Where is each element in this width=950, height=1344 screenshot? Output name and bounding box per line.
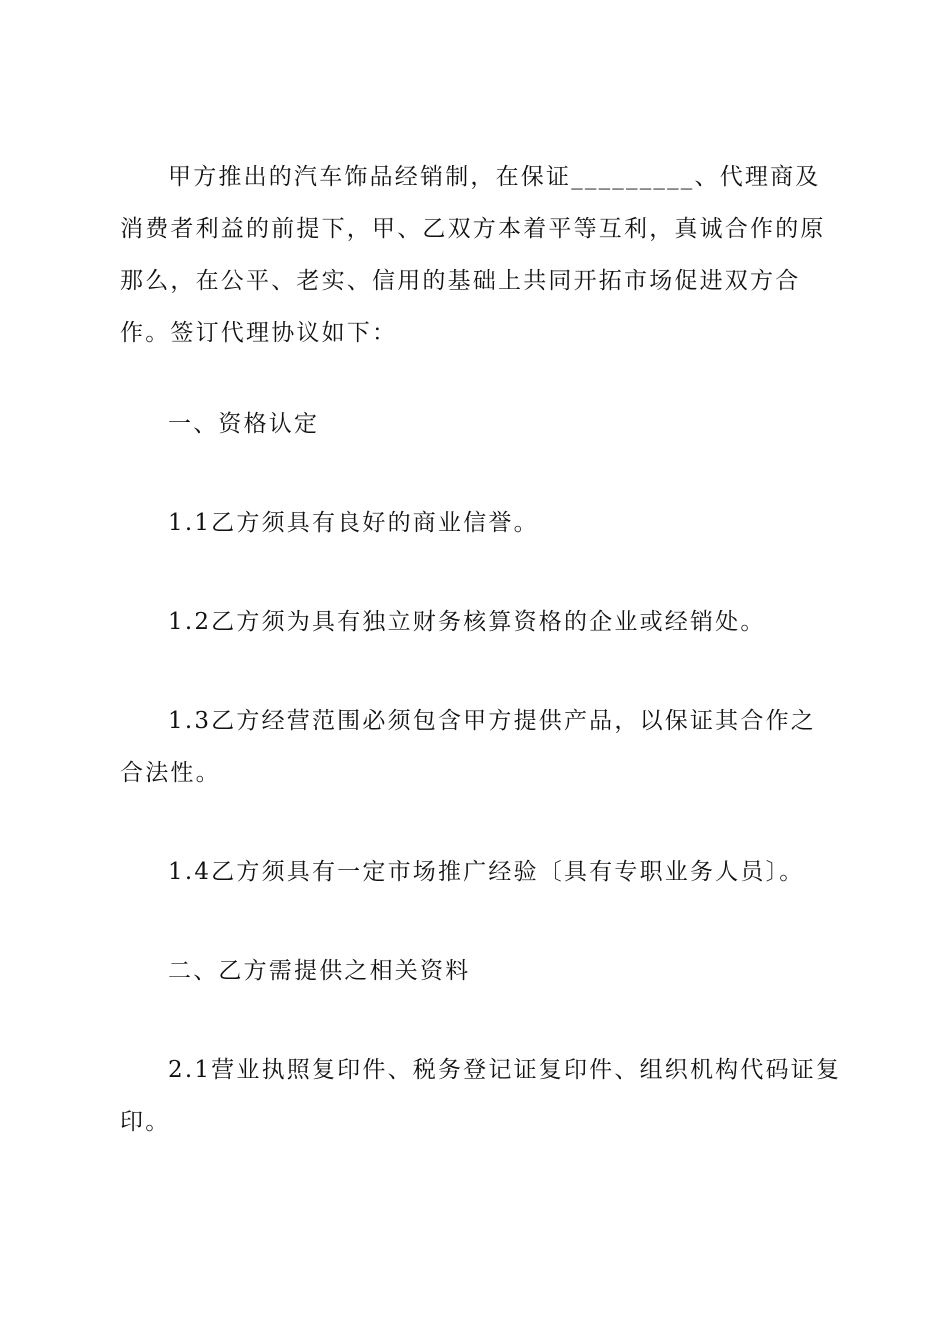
intro-paragraph: 甲方推出的汽车饰品经销制，在保证_________、代理商及消费者利益的前提下，甲、乙双方本着平等互利，真诚合作的原那么，在公平、老实、信用的基础上共同开拓市场促进双方合作。签订代理协议如下： bbox=[120, 164, 826, 346]
clause-1-4: 1.4乙方须具有一定市场推广经验〔具有专职业务人员〕。 bbox=[168, 859, 805, 885]
section-heading-materials: 二、乙方需提供之相关资料 bbox=[168, 958, 471, 984]
clause-2-1: 2.1营业执照复印件、税务登记证复印件、组织机构代码证复印。 bbox=[120, 1057, 842, 1135]
clause-1-3: 1.3乙方经营范围必须包含甲方提供产品，以保证其合作之合法性。 bbox=[120, 708, 816, 786]
clause-1-2: 1.2乙方须为具有独立财务核算资格的企业或经销处。 bbox=[168, 609, 766, 635]
section-heading-qualification: 一、资格认定 bbox=[168, 411, 320, 437]
clause-1-1: 1.1乙方须具有良好的商业信誉。 bbox=[168, 510, 539, 536]
